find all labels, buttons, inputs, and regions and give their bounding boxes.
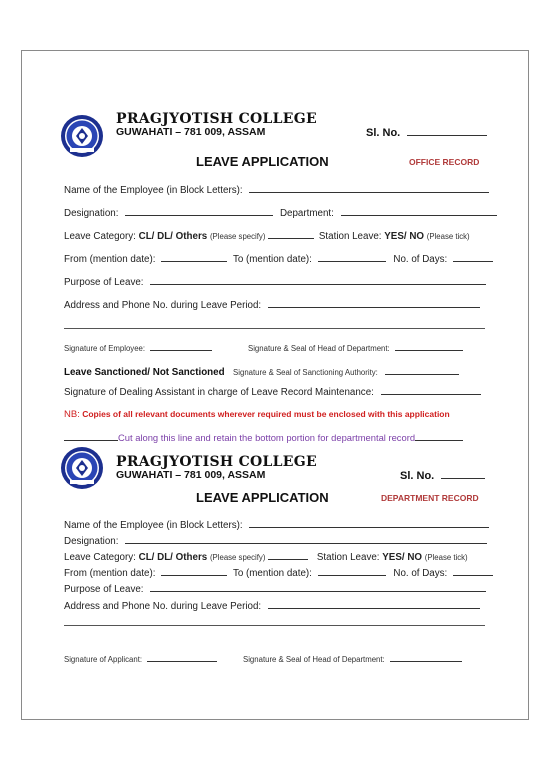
from-date-label: From (mention date):: [64, 254, 156, 265]
leave-category-label: Leave Category:: [64, 552, 136, 563]
head-signature-field[interactable]: [248, 342, 463, 353]
address-phone-label: Address and Phone No. during Leave Period:: [64, 300, 262, 311]
purpose-blank[interactable]: [150, 582, 486, 592]
nb-text: Copies of all relevant documents wherever required must be enclosed with this application: [82, 409, 450, 419]
leave-category-blank[interactable]: [268, 229, 314, 239]
college-address: GUWAHATI – 781 009, ASSAM: [116, 469, 266, 481]
leave-category-field[interactable]: [64, 229, 470, 242]
please-tick-note: (Please tick): [426, 232, 470, 241]
date-range-field[interactable]: [64, 566, 493, 579]
department-label: Department:: [279, 208, 334, 219]
no-of-days-blank[interactable]: [453, 252, 493, 262]
designation-label: Designation:: [64, 208, 119, 219]
from-date-blank[interactable]: [161, 566, 227, 576]
college-name: PRAGJYOTISH COLLEGE: [116, 454, 317, 470]
to-date-blank[interactable]: [318, 566, 386, 576]
sl-no-field[interactable]: [366, 126, 487, 139]
sl-no-blank[interactable]: [407, 126, 487, 136]
college-name: PRAGJYOTISH COLLEGE: [116, 111, 317, 127]
station-leave-label: Station Leave:: [318, 231, 382, 242]
address-continuation-line[interactable]: [64, 328, 485, 329]
employee-signature-field[interactable]: [64, 342, 212, 353]
please-specify-note: (Please specify): [209, 553, 266, 562]
form-title: LEAVE APPLICATION: [196, 490, 329, 505]
please-tick-note: (Please tick): [424, 553, 468, 562]
designation-blank[interactable]: [125, 206, 273, 216]
address-continuation-line[interactable]: [64, 625, 485, 626]
address-phone-blank[interactable]: [268, 599, 480, 609]
employee-signature-blank[interactable]: [150, 342, 212, 351]
head-signature-label: Signature & Seal of Head of Department:: [243, 655, 385, 664]
nb-note: [64, 409, 450, 420]
cut-line-right-dash: [415, 431, 463, 441]
dealing-assistant-field[interactable]: [64, 385, 481, 398]
sl-no-label: Sl. No.: [400, 470, 435, 482]
no-of-days-blank[interactable]: [453, 566, 493, 576]
nb-prefix: NB:: [64, 409, 80, 420]
date-range-field[interactable]: [64, 252, 493, 265]
purpose-label: Purpose of Leave:: [64, 277, 144, 288]
form-title: LEAVE APPLICATION: [196, 154, 329, 169]
station-leave-label: Station Leave:: [316, 552, 380, 563]
sanctioning-authority-blank[interactable]: [385, 366, 459, 375]
applicant-signature-field[interactable]: [64, 653, 217, 664]
college-logo-icon: [60, 446, 104, 490]
employee-signature-label: Signature of Employee:: [64, 344, 146, 353]
employee-name-blank[interactable]: [249, 183, 489, 193]
employee-name-label: Name of the Employee (in Block Letters):: [64, 520, 243, 531]
leave-category-options: CL/ DL/ Others: [138, 552, 208, 563]
designation-field[interactable]: [64, 206, 497, 219]
cut-line-left-dash: [64, 431, 118, 441]
sanctioning-authority-label: Signature & Seal of Sanctioning Authority:: [233, 368, 378, 377]
department-record-label: DEPARTMENT RECORD: [381, 493, 479, 503]
dealing-assistant-blank[interactable]: [381, 385, 481, 395]
to-date-label: To (mention date):: [232, 568, 312, 579]
station-leave-options: YES/ NO: [384, 231, 425, 242]
employee-name-label: Name of the Employee (in Block Letters):: [64, 185, 243, 196]
sl-no-label: Sl. No.: [366, 127, 401, 139]
address-phone-blank[interactable]: [268, 298, 480, 308]
head-signature-blank[interactable]: [395, 342, 463, 351]
college-address: GUWAHATI – 781 009, ASSAM: [116, 126, 266, 138]
employee-name-blank[interactable]: [249, 518, 489, 528]
address-phone-label: Address and Phone No. during Leave Period:: [64, 601, 262, 612]
head-signature-field[interactable]: [243, 653, 462, 664]
from-date-label: From (mention date):: [64, 568, 156, 579]
station-leave-options: YES/ NO: [382, 552, 423, 563]
applicant-signature-blank[interactable]: [147, 653, 217, 662]
sl-no-field[interactable]: [400, 469, 485, 482]
department-blank[interactable]: [341, 206, 497, 216]
no-of-days-label: No. of Days:: [393, 254, 448, 265]
purpose-label: Purpose of Leave:: [64, 584, 144, 595]
leave-category-field[interactable]: [64, 550, 468, 563]
to-date-label: To (mention date):: [232, 254, 312, 265]
address-phone-field[interactable]: [64, 298, 480, 311]
cut-line-text: Cut along this line and retain the bottom portion for departmental record: [118, 432, 416, 443]
address-phone-field[interactable]: [64, 599, 480, 612]
dealing-assistant-label: Signature of Dealing Assistant in charge of Leave Record Maintenance:: [64, 387, 374, 398]
leave-sanctioned-label: Leave Sanctioned/ Not Sanctioned: [64, 367, 225, 378]
college-logo-icon: [60, 114, 104, 158]
designation-label: Designation:: [64, 536, 119, 547]
head-signature-label: Signature & Seal of Head of Department:: [248, 344, 390, 353]
no-of-days-label: No. of Days:: [393, 568, 448, 579]
from-date-blank[interactable]: [161, 252, 227, 262]
purpose-field[interactable]: [64, 582, 486, 595]
designation-blank[interactable]: [125, 534, 487, 544]
to-date-blank[interactable]: [318, 252, 386, 262]
please-specify-note: (Please specify): [209, 232, 266, 241]
designation-field[interactable]: [64, 534, 487, 547]
purpose-field[interactable]: [64, 275, 486, 288]
leave-category-blank[interactable]: [268, 550, 308, 560]
head-signature-blank[interactable]: [390, 653, 462, 662]
applicant-signature-label: Signature of Applicant:: [64, 655, 143, 664]
sl-no-blank[interactable]: [441, 469, 485, 479]
employee-name-field[interactable]: [64, 183, 489, 196]
employee-name-field[interactable]: [64, 518, 489, 531]
cut-line: [64, 431, 463, 443]
purpose-blank[interactable]: [150, 275, 486, 285]
leave-category-label: Leave Category:: [64, 231, 136, 242]
office-record-label: OFFICE RECORD: [409, 157, 480, 167]
leave-category-options: CL/ DL/ Others: [138, 231, 208, 242]
sanction-field[interactable]: [64, 362, 459, 380]
